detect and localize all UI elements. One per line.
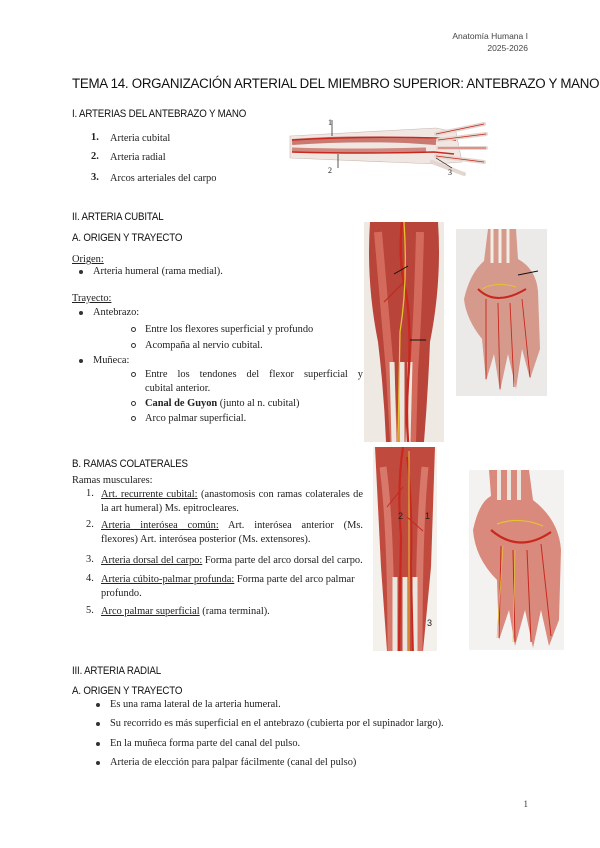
branch-name: Art. recurrente cubital: [101,489,198,500]
list-number: 1. [86,488,94,499]
figure-label: 3 [448,168,452,177]
list-number: 4. [86,573,94,584]
antebrazo-label: Antebrazo: [93,307,140,318]
figure-label: 2 [328,166,332,175]
bullet [96,703,100,707]
list-item [101,554,363,567]
forearm-arteries-figure [286,118,488,178]
list-item: En la muñeca forma parte del canal del pulso. [110,738,301,749]
list-number: 5. [86,605,94,616]
list-item: Su recorrido es más superficial en el antebrazo (cubierta por el supinador largo). [110,718,444,729]
list-number: 3. [86,554,94,565]
list-item: Arcos arteriales del carpo [110,173,217,184]
list-item: Arteria de elección para palpar fácilmente (canal del pulso) [110,757,357,768]
bullet [131,416,136,421]
bullet [79,270,83,274]
branch-desc: Forma parte del arco dorsal del carpo. [202,555,363,566]
ulnar-artery-forearm-figure [364,222,444,442]
list-item [145,397,299,410]
branch-desc: (anastomosis con ramas colaterales de [197,489,363,500]
subsection-heading: A. ORIGEN Y TRAYECTO [72,232,183,244]
list-item [101,519,363,532]
figure-label: 1 [425,511,431,521]
bullet [131,372,136,377]
bullet [79,359,83,363]
branch-desc: Art. interósea anterior (Ms. [218,520,363,531]
list-item: Arteria cubital [110,133,171,144]
section-heading: III. ARTERIA RADIAL [72,665,161,677]
list-number: 1. [91,132,99,143]
bullet [131,327,136,332]
figure-label: 2 [398,511,404,521]
bullet [96,722,100,726]
page-header [452,30,528,54]
list-item [101,573,355,586]
ramas-label: Ramas musculares: [72,475,153,486]
canal-guyon: Canal de Guyon [145,398,218,409]
muneca-label: Muñeca: [93,355,130,366]
bullet [131,343,136,348]
section-heading: II. ARTERIA CUBITAL [72,211,164,223]
list-item: Entre los flexores superficial y profundo [145,324,314,335]
branch-name: Arteria dorsal del carpo: [101,555,203,566]
list-item: Es una rama lateral de la arteria humeral. [110,699,281,710]
page-title: TEMA 14. ORGANIZACIÓN ARTERIAL DEL MIEMBRO SUPERIOR: ANTEBRAZO Y MANO [72,76,600,92]
branch-name: Arco palmar superficial [101,606,200,617]
figure-label: 1 [328,118,332,127]
list-item [101,488,363,501]
list-item: Arco palmar superficial. [145,413,247,424]
list-item-continued: profundo. [101,588,142,599]
list-item: Acompaña al nervio cubital. [145,340,263,351]
ulnar-branches-hand-figure [469,470,564,650]
ulnar-branches-forearm-figure [373,447,437,651]
list-item-continued: flexores) Art. interósea posterior (Ms. extensores). [101,534,311,545]
bullet [96,742,100,746]
list-item-continued: cubital anterior. [145,383,211,394]
list-item: Arteria radial [110,152,166,163]
bullet [96,761,100,765]
ulnar-artery-hand-figure [456,229,547,396]
figure-label: 3 [427,618,433,628]
origen-item: Arteria humeral (rama medial). [93,266,223,277]
list-item [101,605,270,618]
course-year: 2025-2026 [487,43,528,53]
list-number: 2. [91,151,99,162]
list-item: Entre los tendones del flexor superficial y [145,369,363,380]
list-number: 2. [86,519,94,530]
branch-name: Arteria interósea común: [101,520,219,531]
origen-label: Origen: [72,254,104,265]
branch-name: Arteria cúbito-palmar profunda: [101,574,235,585]
subsection-heading: B. RAMAS COLATERALES [72,458,188,470]
branch-desc: Forma parte del arco palmar [234,574,355,585]
section-heading: I. ARTERIAS DEL ANTEBRAZO Y MANO [72,108,247,120]
page-number: 1 [523,799,528,809]
canal-guyon-note: (junto al n. cubital) [217,398,300,409]
trayecto-label: Trayecto: [72,293,112,304]
subsection-heading: A. ORIGEN Y TRAYECTO [72,685,183,697]
branch-desc: (rama terminal). [199,606,270,617]
bullet [79,311,83,315]
list-number: 3. [91,172,99,183]
list-item-continued: la art humeral) Ms. epitrocleares. [101,503,239,514]
course-name: Anatomía Humana I [452,31,528,41]
bullet [131,401,136,406]
